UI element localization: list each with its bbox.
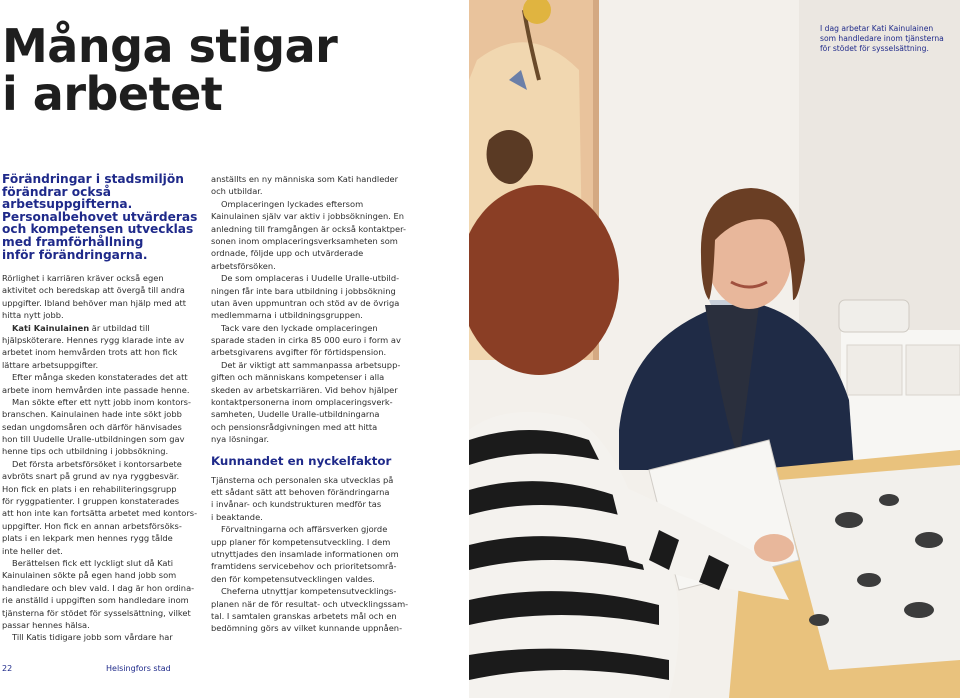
ingress-line: Förändringar i stadsmiljön xyxy=(2,172,184,186)
body-text-line: aktivitet och beredskap att övergå till andra xyxy=(2,285,185,296)
body-text-line: sedan ungdomsåren och därför hänvisades xyxy=(2,421,182,432)
caption-line: I dag arbetar Kati Kainulainen xyxy=(820,24,934,33)
photo-illustration xyxy=(469,0,960,698)
photo-caption xyxy=(820,24,960,55)
body-text-line: plats i en lekpark men hennes rygg tålde xyxy=(2,533,173,544)
caption-line: för stödet för sysselsättning. xyxy=(820,44,929,54)
body-text-line: uppgifter. Hon fick en annan arbetsförsöks- xyxy=(2,520,182,531)
person-name: Kati Kainulainen xyxy=(12,322,90,333)
body-text-line: arbetsgivarens avgifter för förtidspension. xyxy=(211,347,387,358)
body-text-line: Berättelsen fick ett lyckligt slut då Kati xyxy=(12,557,174,568)
body-text-line: planen när de för resultat- och utvecklingssam- xyxy=(211,598,409,609)
body-text-line: Kainulainen sökte på egen hand jobb som xyxy=(2,570,177,581)
body-text-line: skeden av arbetskarriären. Vid behov hjälper xyxy=(211,384,398,395)
body-text-line: avbröts snart på grund av nya ryggbesvär. xyxy=(2,471,180,482)
body-text-line: rie anställd i uppgiften som handledare inom xyxy=(2,595,189,606)
body-text-line: utnyttjades den insamlade informationen om xyxy=(211,548,399,559)
body-text-line: giften och människans kompetenser i alla xyxy=(211,372,385,383)
ingress xyxy=(2,173,202,261)
body-text-line: Det är viktigt att sammanpassa arbetsupp- xyxy=(221,359,401,370)
body-text-line: Tack vare den lyckade omplaceringen xyxy=(221,322,378,333)
body-text-line: ordnade, följde upp och utvärderade xyxy=(211,248,364,259)
body-text-line: hitta nytt jobb. xyxy=(2,310,64,321)
body-text-line: inte heller det. xyxy=(2,545,63,556)
body-text-line: sparade staden in cirka 85 000 euro i form av xyxy=(211,335,401,346)
body-text-line: samheten, Uudelle Uralle-utbildningarna xyxy=(211,409,380,420)
ingress-line: förändrar också xyxy=(2,184,111,199)
body-text-line: Det första arbetsförsöket i kontorsarbete xyxy=(12,458,182,469)
photo xyxy=(469,0,960,698)
section-subheading: Kunnandet en nyckelfaktor xyxy=(211,453,392,468)
ingress-line: med framförhållning xyxy=(2,234,144,249)
body-text-line: nya lösningar. xyxy=(211,434,270,445)
body-text-line: för ryggpatienter. I gruppen konstaterades xyxy=(2,496,180,507)
body-text-line: bedömning görs av vilket kunnande uppnåen- xyxy=(211,623,403,634)
body-column-right xyxy=(211,173,411,635)
body-text-line: och pensionsrådgivningen med att hitta xyxy=(211,421,378,432)
body-text-line: hjälpsköterare. Hennes rygg klarade inte av xyxy=(2,334,185,345)
body-text-line: Omplaceringen lyckades eftersom xyxy=(221,198,364,209)
body-text-line: Till Katis tidigare jobb som vårdare har xyxy=(12,632,173,643)
body-text-line: Tjänsterna och personalen ska utvecklas på xyxy=(211,474,394,485)
body-text-line: utan även uppmuntran och stöd av de övriga xyxy=(211,297,400,308)
caption-line: som handledare inom tjänsterna xyxy=(820,34,944,44)
body-text-line: tal. I samtalen granskas arbetets mål och en xyxy=(211,610,397,621)
body-text-line: Kati Kainulainen är utbildad till xyxy=(12,322,150,333)
body-text-line: framtidens servicebehov och prioritetsområ- xyxy=(211,561,397,572)
body-text-line: att hon inte kan fortsätta arbetet med kontors- xyxy=(2,508,198,519)
body-text-line: ningen får inte bara utbildning i jobbsökning xyxy=(211,285,396,296)
body-text-line: De som omplaceras i Uudelle Uralle-utbild- xyxy=(221,273,400,284)
ingress-line: Personalbehovet utvärderas xyxy=(2,209,198,224)
body-text-line: Man sökte efter ett nytt jobb inom kontors- xyxy=(12,396,191,407)
body-text-line: medlemmarna i utbildningsgruppen. xyxy=(211,310,363,321)
body-text-line: och utbildar. xyxy=(211,186,263,197)
body-text-line: den för kompetensutvecklingen valdes. xyxy=(211,573,375,584)
body-text-line: ett sådant sätt att behoven förändringarna xyxy=(211,486,390,497)
ingress-line: och kompetensen utvecklas xyxy=(2,222,194,237)
body-text-line: branschen. Kainulainen hade inte sökt jobb xyxy=(2,409,182,420)
body-text-line: uppgifter. Ibland behöver man hjälp med att xyxy=(2,297,187,308)
body-text-line: passar hennes hälsa. xyxy=(2,619,90,630)
body-text-line: tjänsterna för stödet för sysselsättning, vilket xyxy=(2,607,191,618)
body-text-line: Cheferna utnyttjar kompetensutvecklings- xyxy=(221,586,397,597)
body-text-line: arbetet inom hemvården trots att hon fick xyxy=(2,347,178,358)
body-text-line: kontaktpersonerna inom omplaceringsverk- xyxy=(211,397,393,408)
publisher-name: Helsingfors stad xyxy=(106,664,171,673)
body-text-line: upp planer för kompetensutveckling. I dem xyxy=(211,536,391,547)
body-text-line: Rörlighet i karriären kräver också egen xyxy=(2,273,164,283)
body-text-line: arbete inom hemvården inte passade henne. xyxy=(2,384,190,395)
body-column-left xyxy=(2,272,202,644)
body-text-line: Hon fick en plats i en rehabiliteringsgrupp xyxy=(2,483,177,494)
ingress-line: inför förändringarna. xyxy=(2,247,148,262)
body-text-line: i beaktande. xyxy=(211,511,263,522)
page-title-line: Många stigar xyxy=(2,19,338,73)
page-number: 22 xyxy=(2,664,13,673)
page-title xyxy=(2,19,462,121)
page-title-line: i arbetet xyxy=(2,67,223,121)
body-text-line: Kainulainen själv var aktiv i jobbsökningen. En xyxy=(211,211,405,222)
body-text-line: handledare och blev vald. I dag är hon ordina- xyxy=(2,582,195,593)
body-text-line: lättare arbetsuppgifter. xyxy=(2,359,99,370)
body-text-line: i invånar- och kundstrukturen medför tas xyxy=(211,499,382,510)
body-text-line: anställts en ny människa som Kati handleder xyxy=(211,174,399,184)
body-text-line: anledning till framgången är också kontaktper- xyxy=(211,223,407,234)
body-text-line: sonen inom omplaceringsverksamheten som xyxy=(211,235,398,246)
body-text-line: hon till Uudelle Uralle-utbildningen som gav xyxy=(2,434,185,445)
body-text-line: henne tips och utbildning i jobbsökning. xyxy=(2,446,169,457)
ingress-line: arbetsuppgifterna. xyxy=(2,197,133,212)
body-text-line: Förvaltningarna och affärsverken gjorde xyxy=(221,524,388,535)
body-text-line: arbetsförsöken. xyxy=(211,260,276,271)
body-text-line: Efter många skeden konstaterades det att xyxy=(12,372,188,383)
